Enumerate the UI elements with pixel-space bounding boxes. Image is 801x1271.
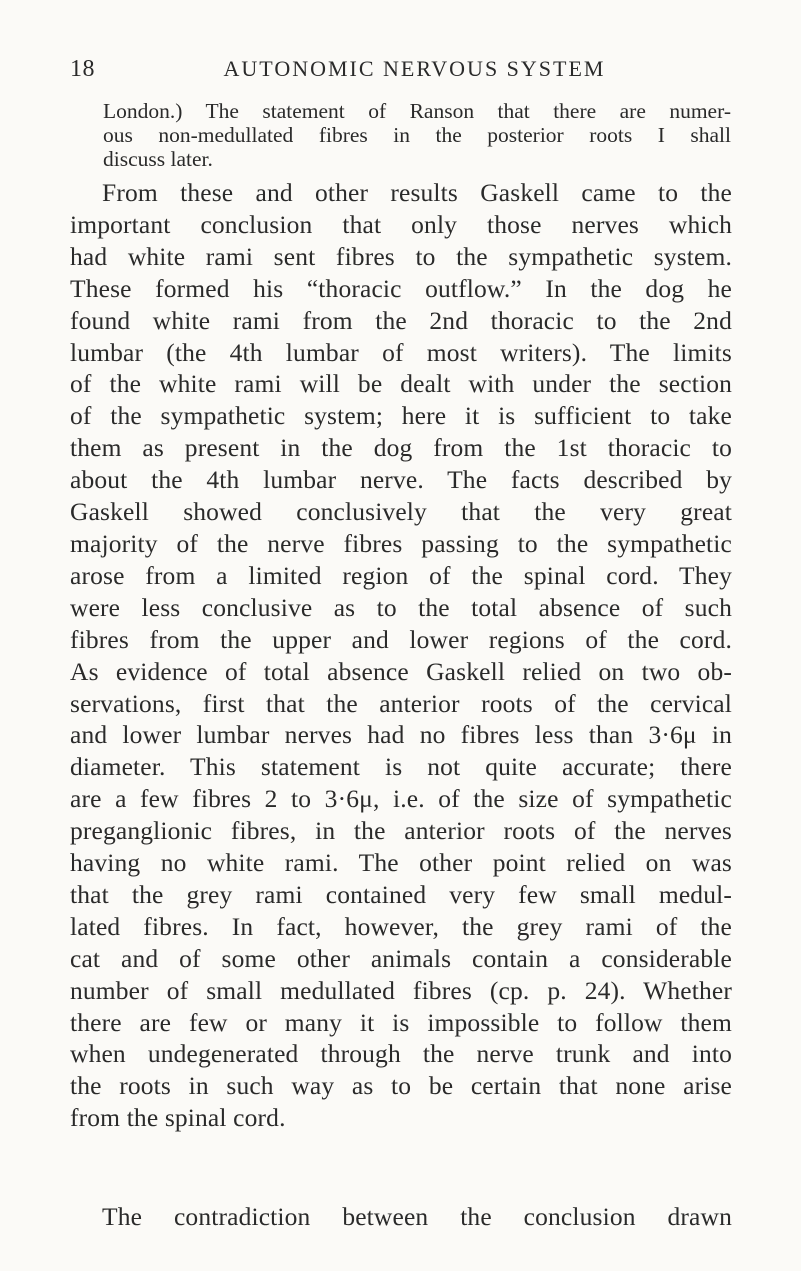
text-line: cat and of some other animals contain a considerable (70, 943, 732, 973)
text-line: them as present in the dog from the 1st thoracic to (70, 433, 732, 463)
text-line: From these and other results Gaskell came to the (102, 178, 732, 207)
text-line: and lower lumbar nerves had no fibres less than 3·6μ in (70, 720, 732, 750)
page-number: 18 (70, 56, 95, 82)
text-line: lated fibres. In fact, however, the grey rami of the (70, 911, 732, 941)
text-line: These formed his “thoracic outflow.” In the dog he (70, 273, 732, 303)
text-line: lumbar (the 4th lumbar of most writers). The limits (70, 337, 732, 367)
text-line: found white rami from the 2nd thoracic to the 2nd (70, 305, 732, 335)
text-line: London.) The statement of Ranson that there are numer- (103, 99, 731, 123)
text-line: are a few fibres 2 to 3·6μ, i.e. of the size of sympathetic (70, 784, 732, 814)
body-paragraph (70, 177, 732, 1134)
text-line: the roots in such way as to be certain that none arise (70, 1071, 732, 1101)
text-line: servations, first that the anterior roots of the cervical (70, 688, 732, 718)
text-line: about the 4th lumbar nerve. The facts described by (70, 465, 732, 495)
footnote-continuation-paragraph (103, 99, 731, 171)
text-line: diameter. This statement is not quite accurate; there (70, 752, 732, 782)
text-line: that the grey rami contained very few small medul- (70, 879, 732, 909)
text-line: preganglionic fibres, in the anterior roots of the nerves (70, 816, 732, 846)
running-title: AUTONOMIC NERVOUS SYSTEM (223, 56, 606, 81)
running-header (70, 56, 731, 86)
text-line: number of small medullated fibres (cp. p. 24). Whether (70, 975, 732, 1005)
text-line: discuss later. (103, 147, 213, 171)
text-line: fibres from the upper and lower regions of the cord. (70, 624, 732, 654)
text-line: there are few or many it is impossible to follow them (70, 1007, 732, 1037)
text-line: having no white rami. The other point relied on was (70, 848, 732, 878)
text-line: Gaskell showed conclusively that the very great (70, 497, 732, 527)
text-line: from the spinal cord. (70, 1103, 286, 1133)
text-line: of the sympathetic system; here it is sufficient to take (70, 401, 732, 431)
text-line: ous non-medullated fibres in the posterior roots I shall (103, 123, 731, 147)
text-line: As evidence of total absence Gaskell relied on two ob- (70, 656, 732, 686)
text-line: when undegenerated through the nerve trunk and into (70, 1039, 732, 1069)
text-line: The contradiction between the conclusion drawn (102, 1202, 732, 1231)
body-paragraph (70, 1201, 732, 1233)
text-line: important conclusion that only those nerves which (70, 209, 732, 239)
text-line: were less conclusive as to the total absence of such (70, 592, 732, 622)
text-line: majority of the nerve fibres passing to the sympathetic (70, 528, 732, 558)
text-line: of the white rami will be dealt with under the section (70, 369, 732, 399)
text-line: had white rami sent fibres to the sympathetic system. (70, 241, 732, 271)
text-line: arose from a limited region of the spinal cord. They (70, 560, 732, 590)
